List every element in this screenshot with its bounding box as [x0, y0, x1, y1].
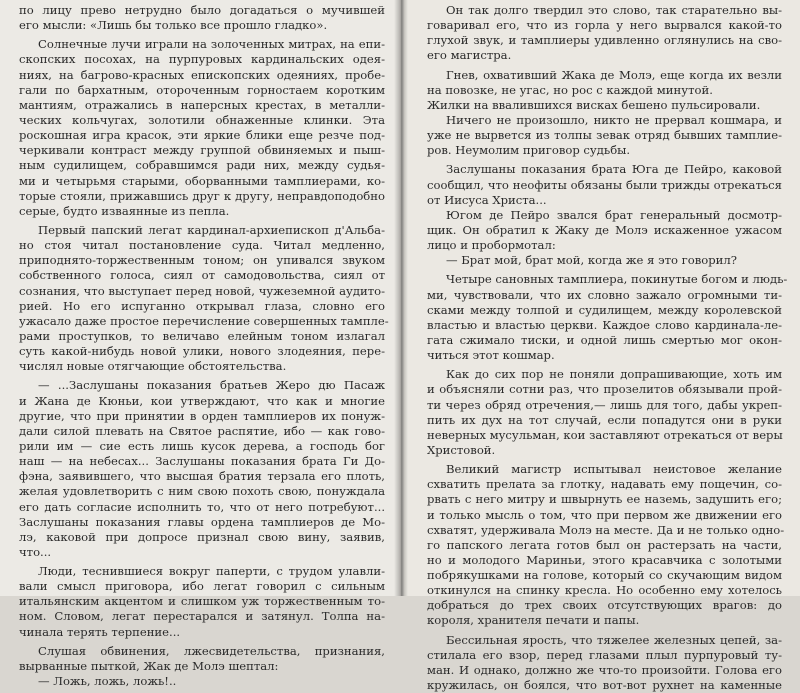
- text-line: ческих кольчугах, золотили обнаженные клинки. Эта: [19, 112, 385, 127]
- text-line: сками между толпой и судилищем, между королевской: [427, 302, 782, 317]
- text-line: наш — на небесах... Заслушаны показания брата Ги До-: [19, 454, 385, 469]
- text-line: гата сжимало тиски, и одной лишь смертью мог окон-: [427, 332, 782, 347]
- text-line: торые стояли, прижавшись друг к другу, неправдоподобно: [19, 188, 385, 203]
- text-line: откинулся на спинку кресла. Но особенно ему хотелось: [427, 583, 782, 598]
- text-line: Бессильная ярость, что тяжелее железных цепей, за-: [446, 632, 782, 647]
- text-line: лицо и пробормотал:: [427, 238, 556, 253]
- right-page: [399, 0, 800, 693]
- text-line: Великий магистр испытывал неистовое желание: [446, 462, 782, 477]
- text-line: суть какой-нибудь новой улики, нового злодеяния, пере-: [19, 344, 385, 359]
- text-line: вырванные пыткой, Жак де Молэ шептал:: [19, 658, 279, 673]
- text-line: — ...Заслушаны показания братьев Жеро дю Пасаж: [38, 378, 385, 393]
- text-line: рами проступков, то величаво елейным тоном излагал: [19, 328, 385, 343]
- text-line: вали смысл приговора, ибо легат говорил с сильным: [19, 579, 385, 594]
- text-line: Слушая обвинения, лжесвидетельства, признания,: [38, 643, 385, 658]
- text-line: его дать согласие исполнить то, что от него потребуют...: [19, 499, 385, 514]
- text-line: ров. Неумолим приговор судьбы.: [427, 143, 631, 158]
- text-line: лэ, каковой при допросе признал свою вину, заявив,: [19, 529, 385, 544]
- text-line: Югом де Пейро звался брат генеральный досмотр-: [446, 207, 782, 222]
- text-line: его мысли: «Лишь бы только все прошло гладко».: [19, 18, 328, 33]
- text-line: желая удовлетворить с ним свою похоть свою, понуждала: [19, 484, 385, 499]
- text-line: властью и властью церкви. Каждое слово кардинала-ле-: [427, 317, 782, 332]
- text-line: Заслушаны показания главы ордена тамплиеров де Мо-: [19, 514, 385, 529]
- text-line: ниях, на багрово-красных епископских одеяниях, пробе-: [19, 67, 385, 82]
- text-line: сообщил, что неофиты обязаны были трижды отрекаться: [427, 177, 782, 192]
- text-line: итальянским акцентом и слишком уж торжественным то-: [19, 594, 385, 609]
- text-line: но стоя читал постановление суда. Читал медленно,: [19, 238, 385, 253]
- text-line: Он так долго твердил это слово, так старательно вы-: [446, 3, 782, 17]
- text-line: короля, хранителя печати и папы.: [427, 613, 640, 628]
- text-line: неверных мусульман, кои заставляют отрекаться от веры: [427, 427, 783, 442]
- text-line: ман. И однако, должно же что-то произойти. Голова его: [427, 662, 782, 677]
- text-line: ти через обряд отречения,— лишь для того, дабы укреп-: [427, 397, 782, 412]
- text-line: пить их дух на тот случай, если попадутся они в руки: [427, 412, 782, 427]
- text-line: Заслушаны показания брата Юга де Пейро, каковой: [446, 162, 782, 177]
- text-line: — Брат мой, брат мой, когда же я это говорил?: [446, 253, 737, 268]
- text-line: роскошная игра красок, эти яркие блики еще резче под-: [19, 128, 385, 143]
- text-line: его магистра.: [427, 48, 512, 63]
- text-line: гали по бархатным, отороченным горностаем коротким: [19, 82, 385, 97]
- text-line: побрякушками на голове, который со скучающим видом: [427, 568, 782, 583]
- text-line: сознания, что выступает перед новой, чужеземной аудито-: [19, 283, 385, 298]
- text-line: и Жана де Кюньи, кои утверждают, что как и многие: [19, 393, 385, 408]
- text-line: и только мысль о том, что при первом же движении его: [427, 507, 782, 522]
- text-line: Гнев, охвативший Жака де Молэ, еще когда их везли: [446, 67, 782, 82]
- text-line: Первый папский легат кардинал-архиепископ д'Альба-: [38, 222, 385, 237]
- text-line: и объясняли сотни раз, что прозелитов обязывали прой-: [427, 382, 782, 397]
- text-line: Солнечные лучи играли на золоченных митрах, на епи-: [38, 37, 385, 52]
- text-line: ным судилищем, собравшимся ради них, между судья-: [19, 158, 385, 173]
- text-line: Четыре сановных тамплиера, покинутые богом и людь-: [446, 272, 788, 287]
- text-line: стилала его взор, перед глазами плыл пурпуровый ту-: [427, 647, 782, 662]
- text-line: фэна, заявившего, что высшая братия терзала его плоть,: [19, 469, 385, 484]
- text-line: от Иисуса Христа...: [427, 192, 547, 207]
- text-line: уже не вырвется из толпы зевак отряд бывших тамплие-: [427, 128, 782, 143]
- text-line: собственного голоса, сиял от самодовольства, сиял от: [19, 268, 385, 283]
- text-line: кружилась, он боялся, что вот-вот рухнет на каменные: [427, 678, 782, 693]
- text-line: но и молодого Мариньи, этого красавчика с золотыми: [427, 552, 782, 567]
- text-line: говаривал его, что из горла у него вырвался какой-то: [427, 18, 782, 33]
- text-line: что...: [19, 544, 52, 559]
- text-line: схватят, удерживала Молэ на месте. Да и не только одно-: [427, 522, 785, 537]
- text-line: серые, будто изваянные из пепла.: [19, 203, 230, 218]
- text-line: добраться до трех своих отсутствующих врагов: до: [427, 598, 782, 613]
- text-line: глухой звук, и тамплиеры удивленно оглянулись на сво-: [427, 33, 782, 48]
- text-line: по лицу прево нетрудно было догадаться о мучившей: [19, 3, 385, 17]
- text-line: чинала терять терпение...: [19, 624, 181, 639]
- text-line: схватить прелата за глотку, надавать ему пощечин, со-: [427, 477, 782, 492]
- text-line: Жилки на ввалившихся висках бешено пульсировали.: [427, 97, 761, 112]
- text-line: черкивали контраст между группой обвиняемых и пыш-: [19, 143, 385, 158]
- text-line: на повозке, не угас, но рос с каждой минутой.: [427, 82, 713, 97]
- text-line: — Ложь, ложь, ложь!..: [38, 674, 177, 689]
- text-line: Ничего не произошло, никто не прервал кошмара, и: [446, 112, 782, 127]
- text-line: числял новые отягчающие обстоятельства.: [19, 359, 287, 374]
- text-line: рвать с него митру и швырнуть ее наземь, задушить его;: [427, 492, 782, 507]
- text-line: мантиям, отражались в наперсных крестах, в металли-: [19, 97, 385, 112]
- text-line: го папского легата готов был он растерзать на части,: [427, 537, 782, 552]
- text-line: читься этот кошмар.: [427, 348, 555, 363]
- text-line: рией. Но его испуганно открывал глаза, словно его: [19, 298, 385, 313]
- text-line: дали силой плевать на Святое распятие, ибо — как гово-: [19, 423, 385, 438]
- text-line: ми, чувствовали, что их словно зажало огромными ти-: [427, 287, 782, 302]
- text-line: ми и четырьмя старыми, оборванными тамплиерами, ко-: [19, 173, 385, 188]
- text-line: Как до сих пор не поняли допрашивающие, хоть им: [446, 367, 782, 382]
- text-line: Люди, теснившиеся вокруг паперти, с трудом улавли-: [38, 564, 385, 579]
- text-line: Христовой.: [427, 442, 496, 457]
- text-line: другие, что при принятии в орден тамплиеров их понуж-: [19, 408, 385, 423]
- text-line: щик. Он обратил к Жаку де Молэ искаженное ужасом: [427, 222, 782, 237]
- text-line: приподнято-торжественным тоном; он упивался звуком: [19, 253, 385, 268]
- text-line: скопских посохах, на пурпуровых кардинальских одея-: [19, 52, 385, 67]
- text-line: ужасало даже простое перечисление совершенных тампле-: [19, 313, 389, 328]
- text-line: ном. Словом, легат перестарался и затянул. Толпа на-: [19, 609, 385, 624]
- left-page: [0, 0, 399, 689]
- text-line: рили им — сие есть лишь кусок дерева, а господь бог: [19, 438, 385, 453]
